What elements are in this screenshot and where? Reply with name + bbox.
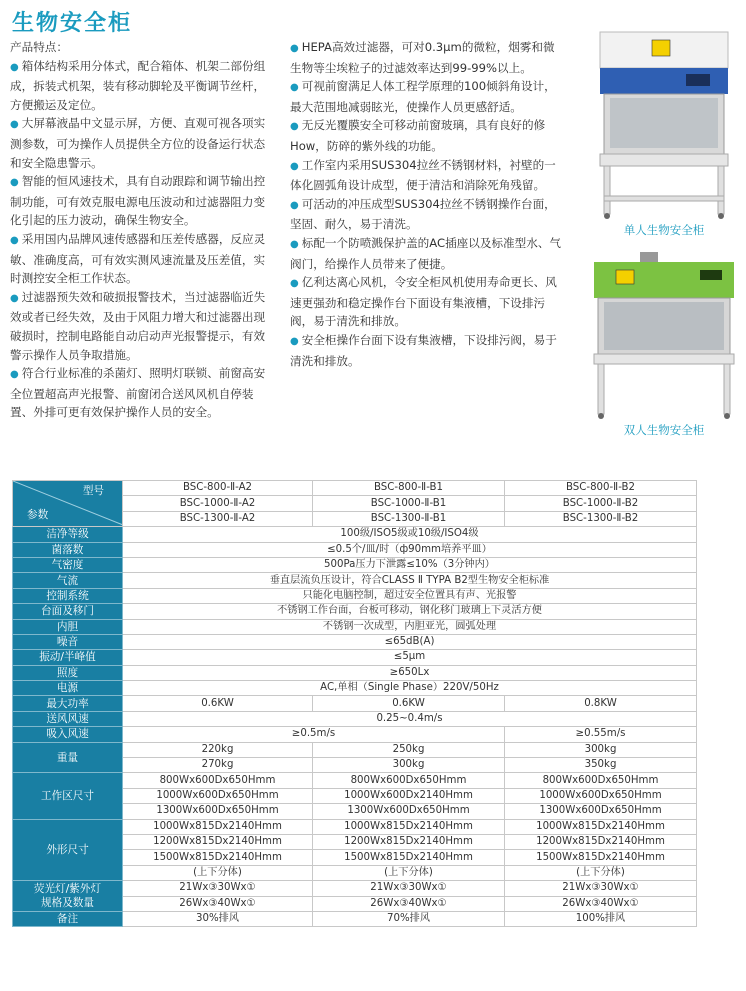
feature-item: ● 采用国内品牌风速传感器和压差传感器，反应灵敏、准确度高，可有效实测风速流量及压差值，实时测控安全柜工作状态。 <box>10 231 266 286</box>
bullet-icon: ● <box>290 238 299 250</box>
row-value: 1500Wx815Dx2140Hmm <box>313 850 505 865</box>
row-value: 220kg <box>123 742 313 757</box>
model-cell: BSC-1000-Ⅱ-B2 <box>505 496 697 511</box>
model-cell: BSC-800-Ⅱ-A2 <box>123 481 313 496</box>
features-heading: 产品特点： <box>10 40 68 54</box>
header-corner: 型号 参数 <box>13 481 123 527</box>
table-row <box>13 650 697 665</box>
row-value: 30%排风 <box>123 911 313 926</box>
table-row <box>13 881 697 896</box>
table-row <box>13 527 697 542</box>
row-value: 26Wx③40Wx① <box>313 896 505 911</box>
row-value: AC,单相（Single Phase）220V/50Hz <box>123 681 697 696</box>
row-label: 内胆 <box>13 619 123 634</box>
table-row <box>13 665 697 680</box>
model-cell: BSC-1300-Ⅱ-B1 <box>313 511 505 526</box>
row-value: 1200Wx815Dx2140Hmm <box>313 834 505 849</box>
model-cell: BSC-800-Ⅱ-B1 <box>313 481 505 496</box>
row-label: 台面及移门 <box>13 604 123 619</box>
row-value: 垂直层流负压设计，符合CLASS Ⅱ TYPA B2型生物安全柜标准 <box>123 573 697 588</box>
row-value: (上下分体) <box>505 865 697 880</box>
feature-item: ● 工作室内采用SUS304拉丝不锈钢材料，衬壁的一体化圆弧角设计成型，便于清洁和消除死角残留。 <box>290 157 556 193</box>
row-value: 100%排风 <box>505 911 697 926</box>
bullet-icon: ● <box>10 234 19 246</box>
row-value: 1000Wx815Dx2140Hmm <box>505 819 697 834</box>
row-label: 气流 <box>13 573 123 588</box>
row-value: 300kg <box>505 742 697 757</box>
row-value: 1200Wx815Dx2140Hmm <box>123 834 313 849</box>
row-value: ≤0.5个/皿/时（ф90mm培养平皿） <box>123 542 697 557</box>
row-value: 只能化电脑控制，超过安全位置具有声、光报警 <box>123 588 697 603</box>
bullet-icon: ● <box>290 121 299 133</box>
row-value: 不锈钢一次成型，内胆亚光，圆弧处理 <box>123 619 697 634</box>
feature-item: ● 可视前窗满足人体工程学原理的100倾斜角设计，最大范围地减弱眩光，使操作人员更感舒适。 <box>290 79 556 114</box>
row-value: 800Wx600Dx650Hmm <box>313 773 505 788</box>
page-title: 生物安全柜 <box>12 11 133 36</box>
row-label: 洁净等级 <box>13 527 123 542</box>
row-value: 0.6KW <box>313 696 505 711</box>
bullet-icon: ● <box>10 292 19 304</box>
single-cabinet-illustration <box>590 28 738 220</box>
feature-item: ● 安全柜操作台面下设有集液槽，下设排污阀，易于清洗和排放。 <box>290 332 557 368</box>
row-value: 250kg <box>313 742 505 757</box>
row-label: 外形尺寸 <box>13 819 123 881</box>
product-caption: 双人生物安全柜 <box>623 423 705 437</box>
row-value: ≤65dB(A) <box>123 634 697 649</box>
table-row <box>13 573 697 588</box>
feature-item: ● 大屏幕液晶中文显示屏，方便、直观可视各项实测参数，可为操作人员提供全方位的设备运行状态和安全隐患警示。 <box>10 116 266 170</box>
row-value: 21Wx③30Wx① <box>123 881 313 896</box>
bullet-icon: ● <box>10 177 19 189</box>
row-value: 1000Wx600Dx650Hmm <box>123 788 313 803</box>
row-value: 1000Wx815Dx2140Hmm <box>123 819 313 834</box>
features-left-column <box>10 38 272 422</box>
row-value: 350kg <box>505 758 697 773</box>
row-value: ≥650Lx <box>123 665 697 680</box>
product-caption: 单人生物安全柜 <box>623 223 705 237</box>
bullet-icon: ● <box>10 61 19 73</box>
double-cabinet-illustration <box>590 250 738 420</box>
row-label: 振动/半峰值 <box>13 650 123 665</box>
table-row <box>13 711 697 726</box>
row-value: 0.25~0.4m/s <box>123 711 697 726</box>
row-value: 300kg <box>313 758 505 773</box>
table-row <box>13 773 697 788</box>
row-label: 最大功率 <box>13 696 123 711</box>
row-value: 800Wx600Dx650Hmm <box>123 773 313 788</box>
row-value: 1300Wx600Dx650Hmm <box>123 804 313 819</box>
row-value: 100级/ISO5级或10级/ISO4级 <box>123 527 697 542</box>
table-row <box>13 604 697 619</box>
row-value: 1000Wx600Dx650Hmm <box>505 788 697 803</box>
table-row <box>13 681 697 696</box>
table-row <box>13 634 697 649</box>
bullet-icon: ● <box>10 119 19 131</box>
row-value: 21Wx③30Wx① <box>505 881 697 896</box>
table-row <box>13 819 697 834</box>
table-row <box>13 542 697 557</box>
row-label: 吸入风速 <box>13 727 123 742</box>
row-value: 1200Wx815Dx2140Hmm <box>505 834 697 849</box>
model-cell: BSC-1000-Ⅱ-B1 <box>313 496 505 511</box>
product-single <box>590 28 738 238</box>
row-value: 500Pa压力下泄露≤10%（3分钟内） <box>123 557 697 572</box>
spec-table-container <box>12 480 696 984</box>
row-value: 1000Wx600Dx2140Hmm <box>313 788 505 803</box>
model-cell: BSC-1300-Ⅱ-A2 <box>123 511 313 526</box>
model-cell: BSC-1300-Ⅱ-B2 <box>505 511 697 526</box>
bullet-icon: ● <box>290 278 299 290</box>
row-label: 重量 <box>13 742 123 773</box>
feature-item: ● 箱体结构采用分体式，配合箱体、机架二部份组成，拆装式机架，装有移动脚轮及平衡调节丝杆，方便搬运及定位。 <box>10 58 266 112</box>
row-value: 26Wx③40Wx① <box>505 896 697 911</box>
feature-item: ● 可活动的冲压成型SUS304拉丝不锈钢操作台面，坚固、耐久，易于清洗。 <box>290 196 556 232</box>
table-row <box>13 557 697 572</box>
row-label: 送风风速 <box>13 711 123 726</box>
features-middle-column <box>290 38 562 370</box>
row-value: 不锈钢工作台面，台板可移动，钢化移门玻璃上下灵活方便 <box>123 604 697 619</box>
spec-table <box>12 480 697 927</box>
feature-item: ● HEPA高效过滤器，可对0.3μm的微粒，烟雾和微生物等尘埃粒子的过滤效率达到99-99%以上。 <box>290 40 555 75</box>
feature-item: ● 无反光覆膜安全可移动前窗玻璃，具有良好的修How，防碎的紫外线的功能。 <box>290 118 546 153</box>
feature-item: ● 亿利达离心风机，令安全柜风机使用寿命更长、风速更强劲和稳定操作台下面设有集液槽，下设排污阀，易于清洗和排放。 <box>290 275 557 329</box>
model-cell: BSC-800-Ⅱ-B2 <box>505 481 697 496</box>
row-label: 电源 <box>13 681 123 696</box>
table-row <box>13 588 697 603</box>
row-label: 工作区尺寸 <box>13 773 123 819</box>
feature-item: ● 智能的恒风速技术，具有自动跟踪和调节输出控制功能，可有效克服电源电压波动和过滤器阻力变化引起的压力波动，确保生物安全。 <box>10 174 266 228</box>
product-double <box>590 250 738 438</box>
row-label: 控制系统 <box>13 588 123 603</box>
table-row <box>13 911 697 926</box>
row-value: 1500Wx815Dx2140Hmm <box>123 850 313 865</box>
row-value: ≥0.55m/s <box>505 727 697 742</box>
row-value: ≤5μm <box>123 650 697 665</box>
row-label: 气密度 <box>13 557 123 572</box>
row-value: 26Wx③40Wx① <box>123 896 313 911</box>
bullet-icon: ● <box>290 335 299 347</box>
row-value: 70%排风 <box>313 911 505 926</box>
feature-item: ● 符合行业标准的杀菌灯、照明灯联锁、前窗高安全位置超高声光报警、前窗闭合送风风机自停装置、外排可更有效保护操作人员的安全。 <box>10 366 266 420</box>
row-value: (上下分体) <box>123 865 313 880</box>
row-value: ≥0.5m/s <box>123 727 505 742</box>
row-value: 800Wx600Dx650Hmm <box>505 773 697 788</box>
row-label: 备注 <box>13 911 123 926</box>
table-row <box>13 696 697 711</box>
bullet-icon: ● <box>290 160 299 172</box>
row-value: 1300Wx600Dx650Hmm <box>313 804 505 819</box>
row-value: 21Wx③30Wx① <box>313 881 505 896</box>
feature-item: ● 过滤器预失效和破损报警技术，当过滤器临近失效或者已经失效，及由于风阻力增大和过滤器出现破损时，控制电路能自动启动声光报警提示，有效警示操作人员争取措施。 <box>10 289 266 362</box>
row-label: 噪音 <box>13 634 123 649</box>
bullet-icon: ● <box>290 43 299 54</box>
bullet-icon: ● <box>290 199 299 211</box>
row-value: (上下分体) <box>313 865 505 880</box>
table-row <box>13 727 697 742</box>
bullet-icon: ● <box>10 369 19 381</box>
row-value: 1300Wx600Dx650Hmm <box>505 804 697 819</box>
table-row <box>13 481 697 496</box>
table-row <box>13 742 697 757</box>
row-value: 0.8KW <box>505 696 697 711</box>
table-row <box>13 619 697 634</box>
bullet-icon: ● <box>290 82 299 94</box>
row-value: 1500Wx815Dx2140Hmm <box>505 850 697 865</box>
row-value: 1000Wx815Dx2140Hmm <box>313 819 505 834</box>
row-label: 菌落数 <box>13 542 123 557</box>
model-cell: BSC-1000-Ⅱ-A2 <box>123 496 313 511</box>
row-value: 270kg <box>123 758 313 773</box>
row-label: 荧光灯/紫外灯 规格及数量 <box>13 881 123 912</box>
row-value: 0.6KW <box>123 696 313 711</box>
feature-item: ● 标配一个防喷溅保护盖的AC插座以及标准型水、气阀门，给操作人员带来了便捷。 <box>290 235 562 271</box>
row-label: 照度 <box>13 665 123 680</box>
